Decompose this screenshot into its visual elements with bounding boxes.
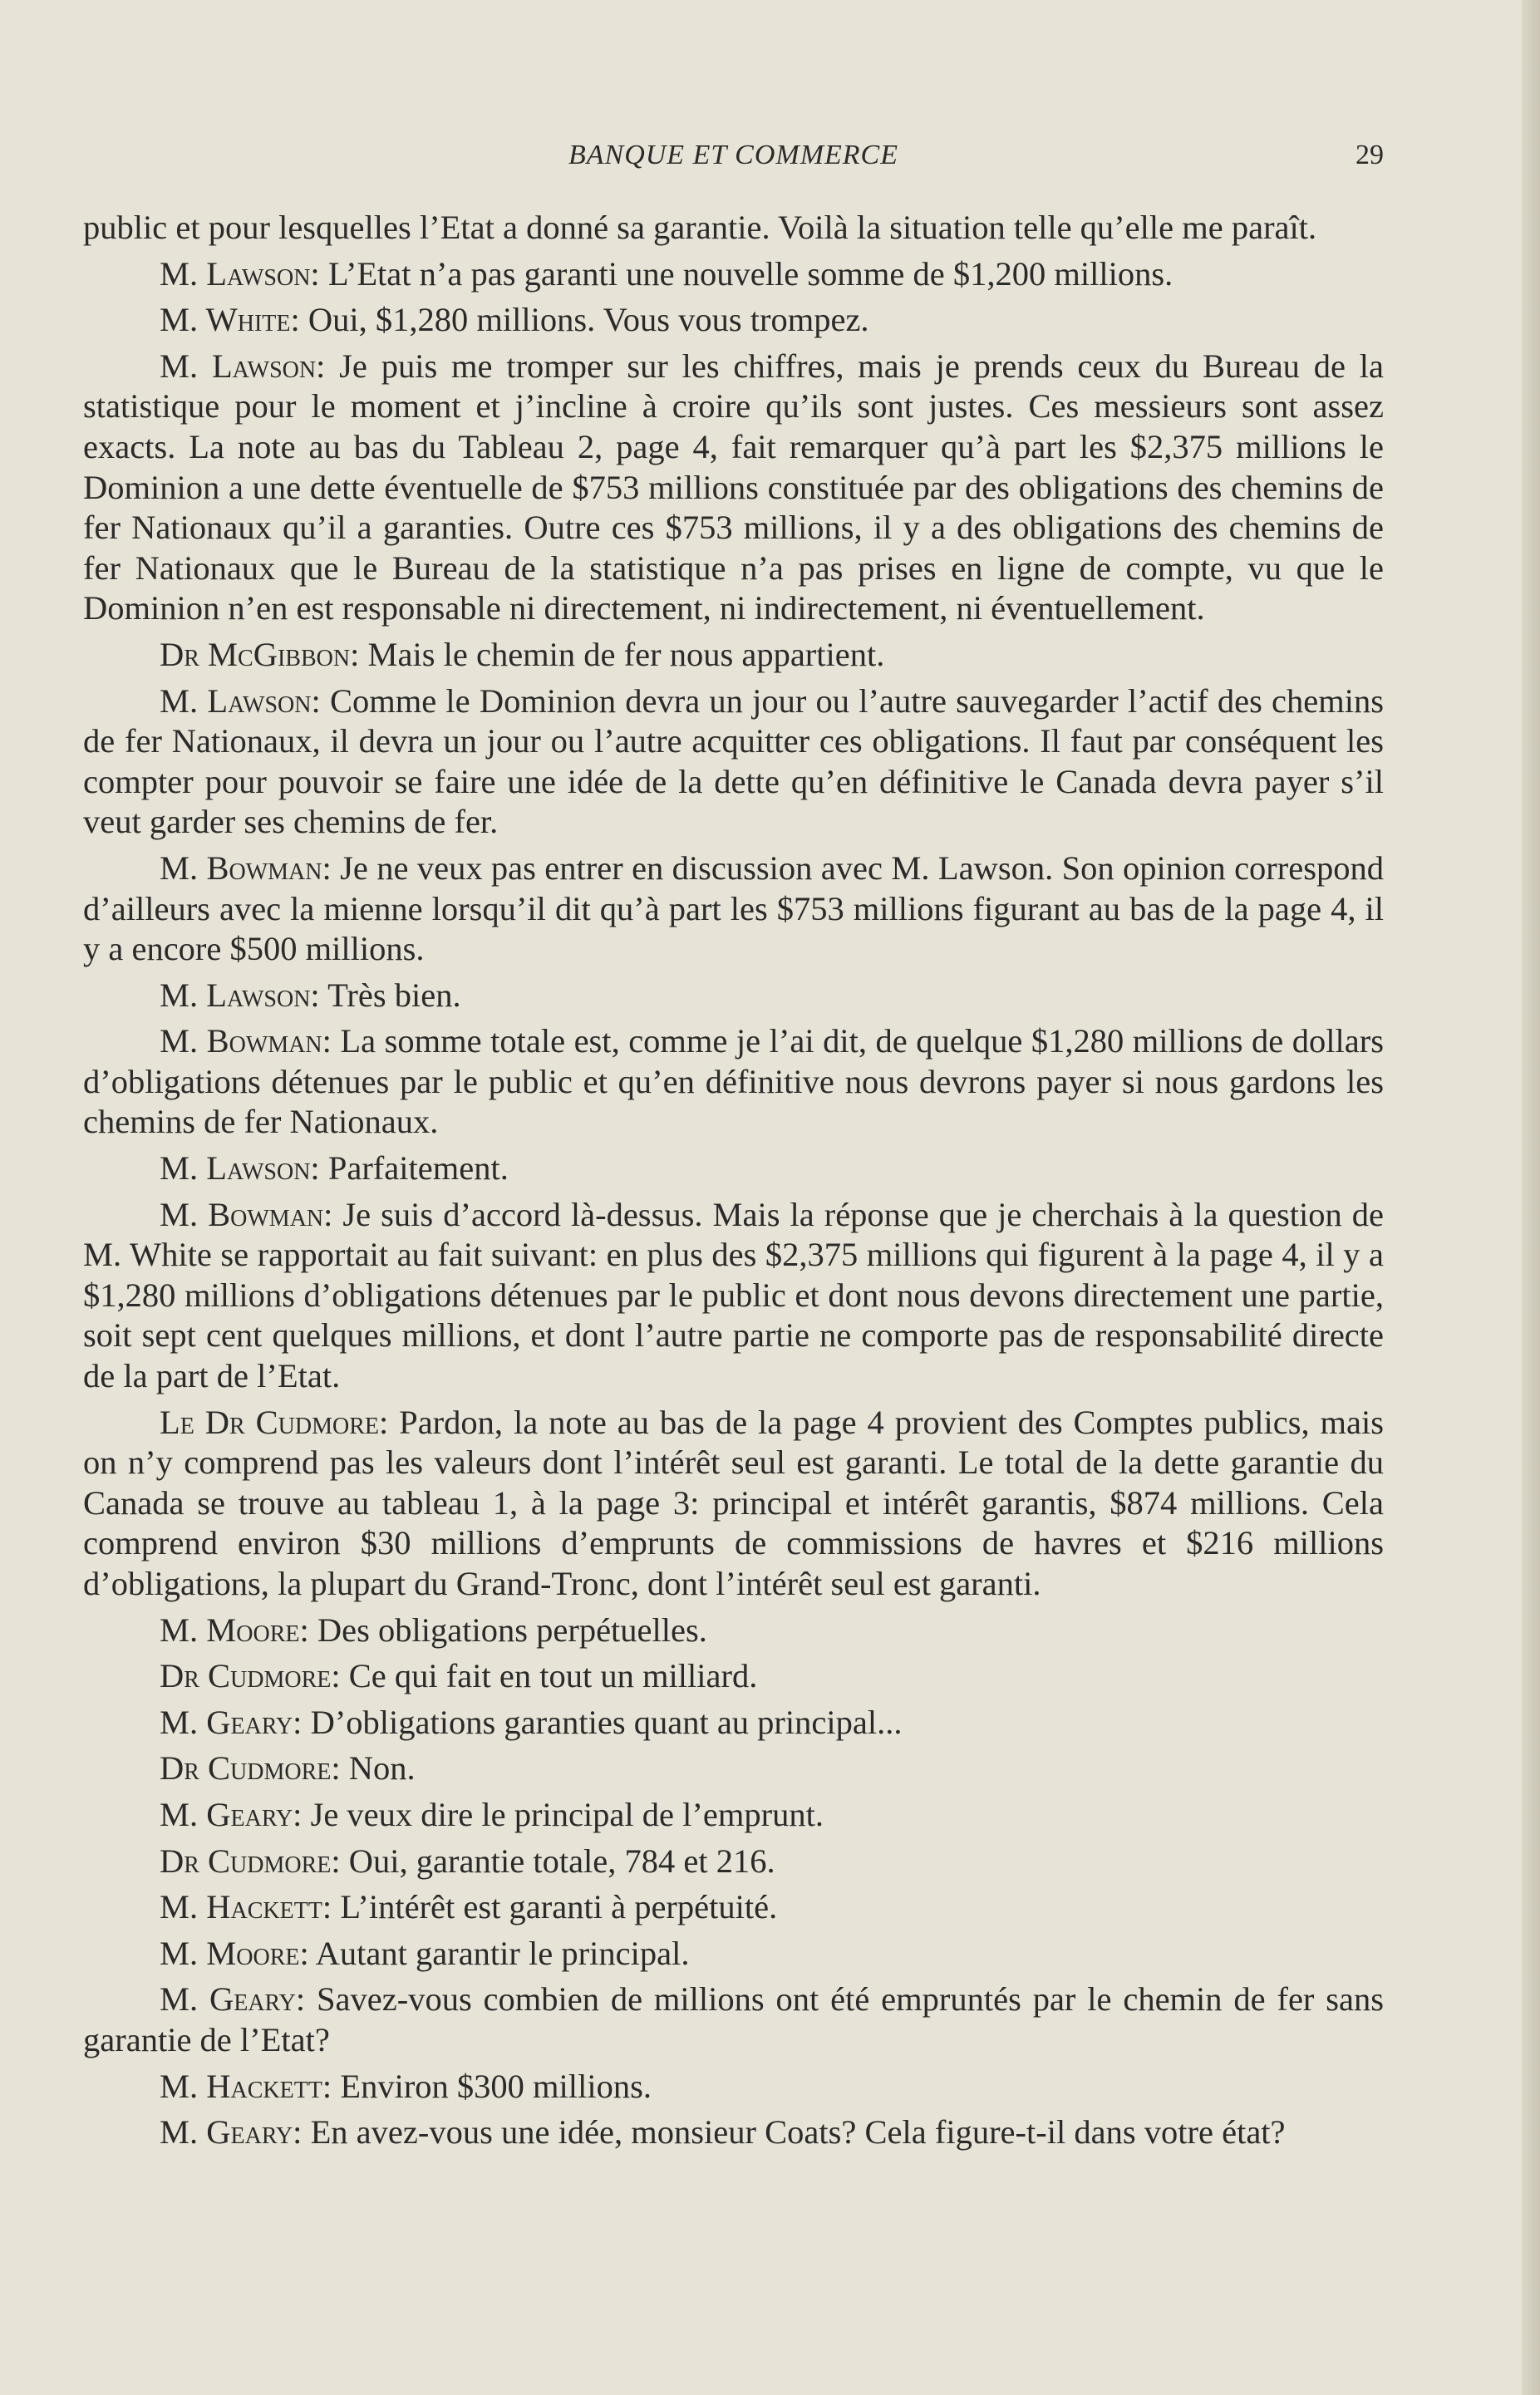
paragraph-text: Pardon, la note au bas de la page 4 provient des Comptes publics, mais on n’y comprend pas les valeurs dont l’intérêt seul est garanti. Le total de la dette garantie du Canada se trouve au tableau 1, à la page 3: principal et intérêt garantis, $874 millions. Cela comprend environ $30 millions d’emprunts de commissions de havres et $216 millions d’obligations, la plupart du Grand-Tronc, dont l’intérêt seul est garanti. (83, 1403, 1384, 1602)
speaker-name: M. Lawson: (160, 976, 320, 1014)
paragraph-text: L’Etat n’a pas garanti une nouvelle somme de $1,200 millions. (327, 254, 1173, 293)
speaker-name: M. Bowman: (160, 1022, 332, 1060)
paragraph (83, 976, 1384, 1016)
paragraph (83, 1021, 1384, 1143)
paragraph (83, 1148, 1384, 1189)
paragraph-text: Je suis d’accord là-dessus. Mais la réponse que je cherchais à la question de M. White se rapportait au fait suivant: en plus des $2,375 millions qui figurent à la page 4, il y a $1,280 millions d’obligations détenues par le public et dont nous devons directement une partie, soit sept cent quelques millions, et dont l’autre partie ne comporte pas de responsabilité directe de la part de l’Etat. (83, 1195, 1385, 1395)
speaker-name: Dr Cudmore: (160, 1842, 341, 1880)
paragraph-text: Environ $300 millions. (340, 2067, 652, 2105)
speaker-name: Le Dr Cudmore: (160, 1403, 389, 1441)
paragraph-text: Autant garantir le principal. (315, 1934, 690, 1972)
paragraph (83, 1656, 1384, 1697)
paragraph-text: Ce qui fait en tout un milliard. (348, 1657, 758, 1695)
speaker-name: Dr Cudmore: (160, 1657, 341, 1695)
paragraph-text: public et pour lesquelles l’Etat a donné sa garantie. Voilà la situation telle qu’elle me paraît. (83, 209, 1317, 246)
speaker-name: M. Lawson: (160, 681, 321, 720)
paragraph (83, 347, 1384, 629)
paragraph (83, 681, 1384, 843)
speaker-name: M. Hackett: (160, 2067, 332, 2105)
page-edge (1522, 0, 1540, 2395)
speaker-name: M. Lawson: (160, 347, 326, 385)
paragraph-text: Des obligations perpétuelles. (317, 1611, 707, 1649)
paragraph-text: L’intérêt est garanti à perpétuité. (340, 1888, 778, 1926)
paragraph (83, 1403, 1384, 1605)
paragraph (83, 1842, 1384, 1882)
speaker-name: M. Bowman: (160, 848, 332, 887)
speaker-name: M. Hackett: (160, 1888, 332, 1926)
speaker-name: M. Lawson: (160, 1149, 320, 1188)
paragraph (83, 1611, 1384, 1651)
paragraph (83, 1703, 1384, 1743)
paragraph (83, 635, 1384, 676)
page-number: 29 (1355, 140, 1384, 170)
paragraph-text: D’obligations garanties quant au principal... (310, 1703, 903, 1741)
paragraph (83, 300, 1384, 341)
paragraph (83, 1979, 1384, 2060)
speaker-name: M. Geary: (160, 1980, 306, 2019)
paragraph-text: Savez-vous combien de millions ont été empruntés par le chemin de fer sans garantie de l’Etat? (83, 1980, 1384, 2058)
speaker-name: M. Moore: (160, 1934, 309, 1972)
speaker-name: Dr Cudmore: (160, 1749, 341, 1788)
speaker-name: M. Moore: (160, 1611, 309, 1649)
paragraph-text: Non. (348, 1749, 416, 1788)
paragraph (83, 1934, 1384, 1975)
paragraph-text: La somme totale est, comme je l’ai dit, de quelque $1,280 millions de dollars d’obligations détenues par le public et qu’en définitive nous devrons payer si nous gardons les chemins de fer Nationaux. (83, 1022, 1385, 1141)
paragraph (83, 848, 1384, 970)
page-header (83, 140, 1384, 181)
speaker-name: Dr McGibbon: (160, 635, 360, 673)
speaker-name: M. Geary: (160, 1795, 303, 1833)
speaker-name: M. White: (160, 301, 300, 339)
paragraph-text: Je puis me tromper sur les chiffres, mais je prends ceux du Bureau de la statistique pour le moment et j’incline à croire qu’ils sont justes. Ces messieurs sont assez exacts. La note au bas du Tableau 2, page 4, fait remarquer qu’à part les $2,375 millions le Dominion a une dette éventuelle de $753 millions constituée par des obligations des chemins de fer Nationaux qu’il a garanties. Outre ces $753 millions, il y a des obligations des chemins de fer Nationaux que le Bureau de la statistique n’a pas prises en ligne de compte, vu que le Dominion n’en est responsable ni directement, ni indirectement, ni éventuellement. (83, 347, 1384, 627)
paragraph (83, 1748, 1384, 1789)
speaker-name: M. Geary: (160, 1703, 303, 1741)
paragraph (83, 2067, 1384, 2107)
paragraph (83, 254, 1384, 295)
paragraph-text: Je veux dire le principal de l’emprunt. (310, 1795, 824, 1833)
paragraph (83, 2112, 1384, 2153)
paragraph-text: Oui, garantie totale, 784 et 216. (348, 1842, 775, 1880)
paragraph (83, 1887, 1384, 1928)
paragraph (83, 1195, 1384, 1397)
paragraph-text: En avez-vous une idée, monsieur Coats? Cela figure-t-il dans votre état? (310, 2113, 1286, 2152)
paragraph-text: Comme le Dominion devra un jour ou l’autre sauvegarder l’actif des chemins de fer Nationaux, il devra un jour ou l’autre acquitter ces obligations. Il faut par conséquent les compter pour pouvoir se faire une idée de la dette qu’en définitive le Canada devra payer s’il veut garder ses chemins de fer. (83, 681, 1384, 841)
speaker-name: M. Bowman: (160, 1195, 333, 1233)
paragraph-text: Oui, $1,280 millions. Vous vous trompez. (308, 301, 869, 339)
running-title: BANQUE ET COMMERCE (568, 140, 898, 170)
body-text (83, 208, 1384, 2159)
paragraph (83, 208, 1384, 248)
paragraph-text: Mais le chemin de fer nous appartient. (367, 635, 885, 673)
speaker-name: M. Lawson: (160, 254, 320, 293)
paragraph (83, 1795, 1384, 1836)
paragraph-text: Très bien. (327, 976, 461, 1014)
paragraph-text: Parfaitement. (327, 1149, 509, 1188)
paragraph-text: Je ne veux pas entrer en discussion avec M. Lawson. Son opinion correspond d’ailleurs avec la mienne lorsqu’il dit qu’à part les $753 millions figurant au bas de la page 4, il y a encore $500 millions. (83, 848, 1385, 968)
speaker-name: M. Geary: (160, 2113, 303, 2152)
